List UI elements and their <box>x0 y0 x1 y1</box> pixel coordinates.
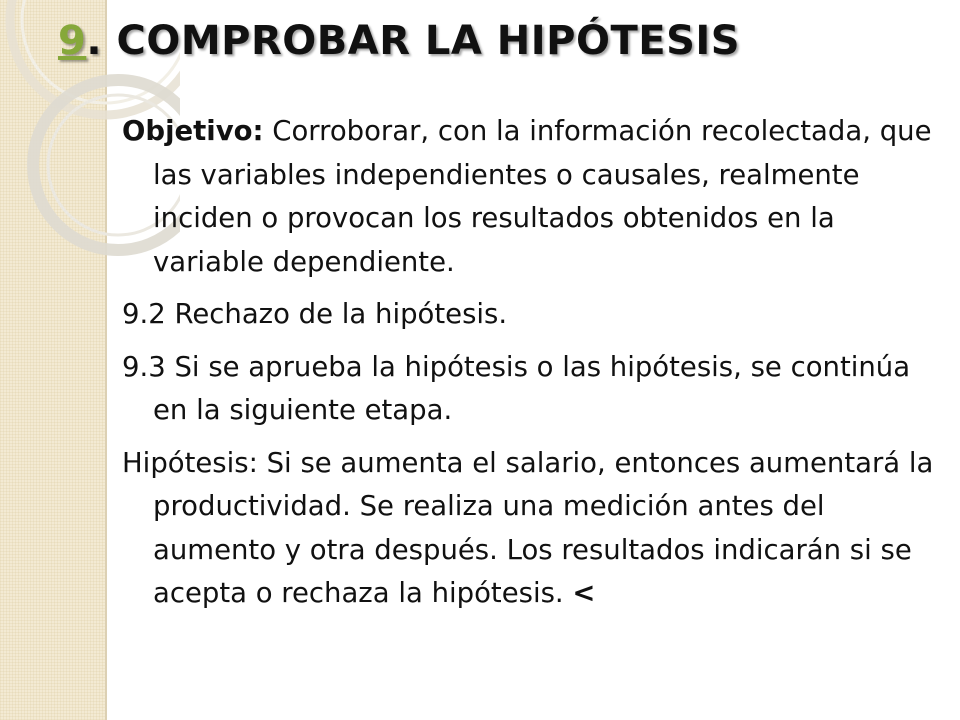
hypothesis-paragraph <box>122 442 934 616</box>
slide-title <box>58 18 740 64</box>
hypothesis-text: Hipótesis: Si se aumenta el salario, entonces aumentará la productividad. Se realiza una medición antes del aumento y otra después. Los resultados indicarán si se acepta o rechaza la hipótesis. <box>122 446 934 609</box>
slide-body <box>122 110 934 625</box>
objective-text: Corroborar, con la información recolectada, que las variables independientes o causales, realmente inciden o provocan los resultados obtenidos en la variable dependiente. <box>153 115 932 278</box>
title-text: . COMPROBAR LA HIPÓTESIS <box>86 18 741 64</box>
objective-label: Objetivo: <box>122 115 264 147</box>
item-9-2: 9.2 Rechazo de la hipótesis. <box>122 298 508 330</box>
trailing-symbol: < <box>572 577 596 609</box>
objective-paragraph <box>122 110 934 284</box>
title-number: 9 <box>58 18 87 64</box>
item-9-3: 9.3 Si se aprueba la hipótesis o las hipótesis, se continúa en la siguiente etapa. <box>122 350 911 426</box>
